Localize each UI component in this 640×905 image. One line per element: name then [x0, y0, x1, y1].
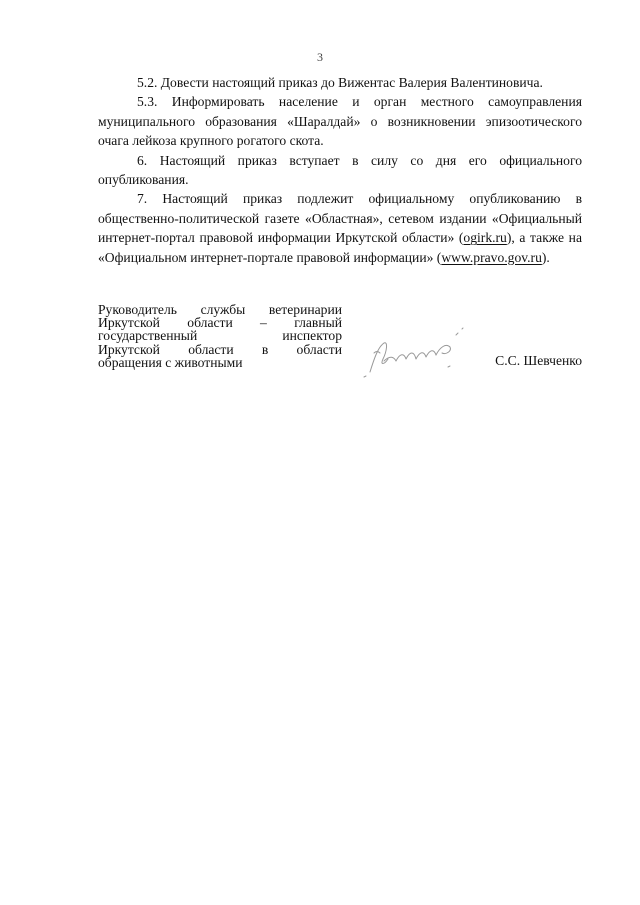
page-number: 3 — [317, 50, 323, 64]
signatory-name: С.С. Шевченко — [495, 353, 582, 368]
document-body — [98, 73, 582, 267]
handwritten-signature — [350, 317, 470, 383]
signatory-position-line: государственный инспектор — [98, 328, 342, 344]
pravo-gov-link[interactable]: www.pravo.gov.ru — [441, 249, 542, 265]
signatory-position-line: Иркутской области – главный — [98, 315, 342, 331]
signature-block — [98, 303, 582, 383]
paragraph-7-text-end: ). — [541, 249, 550, 265]
paragraph-7-text-start: 7. Настоящий приказ подлежит официальному опубликованию в общественно-политической газете «Областная», сетевом издании «Официальный интернет-портал правовой информации Иркутской области» ( — [98, 191, 582, 246]
signatory-position-line: обращения с животными — [98, 354, 243, 370]
paragraph-7 — [98, 189, 582, 267]
paragraph-5-3: 5.3. Информировать население и орган местного самоуправления муниципального образования «Шаралдай» о возникновении эпизоотического очага лейкоза крупного рогатого скота. — [98, 94, 582, 149]
paragraph-5-2: 5.2. Довести настоящий приказ до Вижентас Валерия Валентиновича. — [137, 75, 543, 90]
ogirk-link[interactable]: ogirk.ru — [463, 230, 507, 246]
paragraph-7-text-middle: ), а также на «Официальном интернет-портале правовой информации» ( — [98, 230, 582, 265]
paragraph-6: 6. Настоящий приказ вступает в силу со дня его официального опубликования. — [98, 152, 582, 188]
signatory-position-line: Руководитель службы ветеринарии — [98, 302, 342, 317]
signatory-position — [98, 303, 342, 369]
signatory-position-line: Иркутской области в области — [98, 341, 342, 357]
